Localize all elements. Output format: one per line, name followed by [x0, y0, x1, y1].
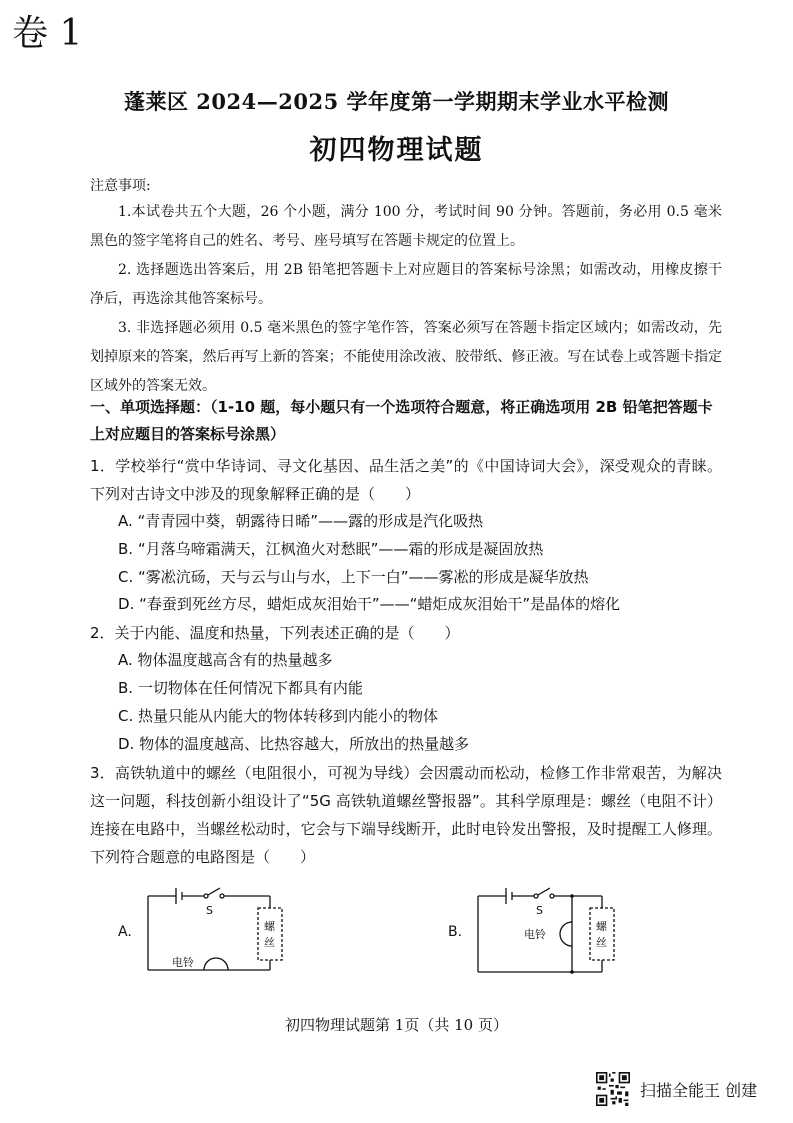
page-footer: 初四物理试题第 1页（共 10 页）: [285, 1016, 508, 1034]
qr-code-icon: [596, 1072, 630, 1106]
notice-item-3: 3. 非选择题必须用 0.5 毫米黑色的签字笔作答，答案必须写在答题卡指定区域内；如需改动，先划掉原来的答案，然后再写上新的答案；不能使用涂改液、胶带纸、修正液。写在试卷上或答题卡指定区域外的答案无效。: [90, 320, 722, 394]
option-b-label: B.: [448, 924, 463, 940]
screw-label-a-2: 丝: [264, 936, 275, 949]
bell-label-b: 电铃: [524, 928, 546, 941]
circuit-diagram-b: [440, 878, 640, 988]
question-1-stem: 1．学校举行“赏中华诗词、寻文化基因、品生活之美”的《中国诗词大会》，深受观众的青睐。下列对古诗文中涉及的现象解释正确的是（ ）: [90, 457, 722, 503]
exam-subtitle: 初四物理试题: [309, 135, 484, 166]
switch-label-b: S: [536, 904, 543, 917]
question-1-option-d: D. “春蚕到死丝方尽，蜡炬成灰泪始干”——“蜡炬成灰泪始干”是晶体的熔化: [118, 595, 621, 613]
screw-label-b-1: 螺: [596, 920, 607, 933]
question-2-option-c: C. 热量只能从内能大的物体转移到内能小的物体: [118, 707, 439, 725]
exam-title: 蓬莱区 2024—2025 学年度第一学期期末学业水平检测: [123, 89, 669, 114]
screw-label-a-1: 螺: [264, 920, 275, 933]
screw-label-b-2: 丝: [596, 936, 607, 949]
notice-item-2: 2. 选择题选出答案后，用 2B 铅笔把答题卡上对应题目的答案标号涂黑；如需改动，用橡皮擦干净后，再选涂其他答案标号。: [90, 262, 722, 307]
switch-label-a: S: [206, 904, 213, 917]
section-heading: 一、单项选择题：（1-10 题，每小题只有一个选项符合题意，将正确选项用 2B 铅笔把答题卡上对应题目的答案标号涂黑）: [90, 398, 713, 443]
option-a-label: A.: [118, 924, 132, 940]
scanner-watermark: 扫描全能王 创建: [640, 1081, 758, 1100]
circuit-diagram-a: [110, 878, 310, 988]
question-3-stem: 3．高铁轨道中的螺丝（电阻很小，可视为导线）会因震动而松动，检修工作非常艰苦，为解决这一问题，科技创新小组设计了“5G 高铁轨道螺丝警报器”。其科学原理是：螺丝（电阻不计）连接在电路中，当螺丝松动时，它会与下端导线断开，此时电铃发出警报，及时提醒工人修理。下列符合题意的电路图是（ ）: [90, 764, 722, 866]
question-2-option-a: A. 物体温度越高含有的热量越多: [118, 651, 333, 669]
question-2-stem: 2．关于内能、温度和热量，下列表述正确的是（ ）: [90, 624, 460, 642]
bell-label-a: 电铃: [172, 956, 194, 969]
question-1-option-b: B. “月落乌啼霜满天，江枫渔火对愁眠”——霜的形成是凝固放热: [118, 540, 544, 558]
paper-label: 卷 1: [12, 13, 83, 54]
question-1-option-a: A. “青青园中葵，朝露待日晞”——露的形成是汽化吸热: [118, 512, 484, 530]
notice-item-1: 1.本试卷共五个大题，26 个小题，满分 100 分，考试时间 90 分钟。答题前，务必用 0.5 毫米黑色的签字笔将自己的姓名、考号、座号填写在答题卡规定的位置上。: [90, 204, 722, 249]
question-2-option-b: B. 一切物体在任何情况下都具有内能: [118, 679, 363, 697]
question-1-option-c: C. “雾凇沆砀，天与云与山与水，上下一白”——雾凇的形成是凝华放热: [118, 568, 589, 586]
notice-heading: 注意事项:: [90, 178, 151, 194]
question-2-option-d: D. 物体的温度越高、比热容越大，所放出的热量越多: [118, 735, 470, 753]
